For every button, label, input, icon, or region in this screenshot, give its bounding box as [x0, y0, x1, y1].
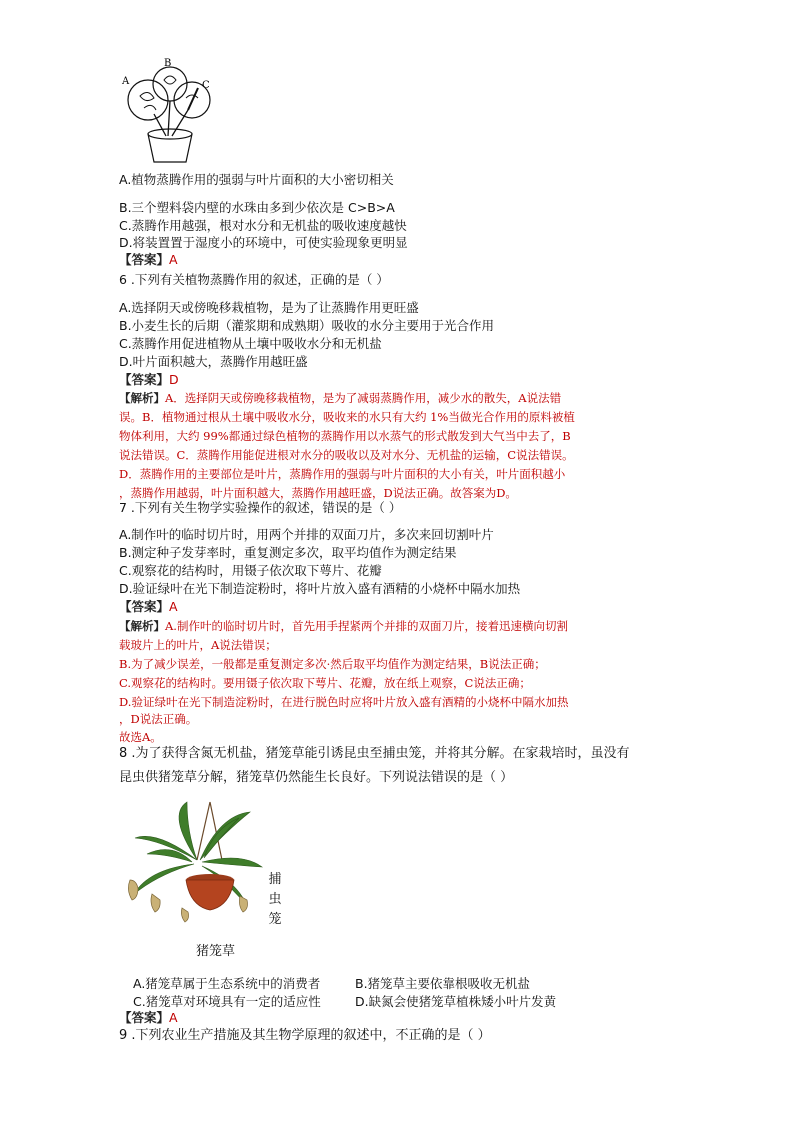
q8-option-d: D.缺氮会使猪笼草植株矮小叶片发黄 [355, 994, 557, 1009]
q5-option-c: C.蒸腾作用越强，根对水分和无机盐的吸收速度越快 [119, 218, 407, 233]
figure-label-a: A [122, 76, 130, 87]
answer-label: 【答案】 [119, 252, 170, 267]
answer-value: A [169, 252, 178, 267]
figure-label-b: B [164, 58, 172, 69]
q6-option-b: B.小麦生长的后期（灌浆期和成熟期）吸收的水分主要用于光合作用 [119, 318, 495, 333]
label-char: 虫 [268, 892, 282, 907]
answer-value: A [169, 599, 178, 614]
q7-analysis-line-7: 故选A。 [119, 730, 162, 744]
q7-option-b: B.测定种子发芽率时，重复测定多次，取平均值作为测定结果 [119, 545, 457, 560]
q5-option-d: D.将装置置于湿度小的环境中，可使实验现象更明显 [119, 235, 408, 250]
q6-analysis-line-4: 说法错误。C．蒸腾作用能促进根对水分的吸收以及对水分、无机盐的运输，C说法错误。 [119, 448, 574, 462]
q8-stem-line-1: 8 .为了获得含氮无机盐，猪笼草能引诱昆虫至捕虫笼，并将其分解。在家栽培时，虽没有 [119, 746, 630, 761]
q7-option-c: C.观察花的结构时，用镊子依次取下萼片、花瓣 [119, 563, 382, 578]
q5-option-a: A.植物蒸腾作用的强弱与叶片面积的大小密切相关 [119, 172, 394, 187]
q7-answer [119, 599, 178, 615]
q8-option-a: A.猪笼草属于生态系统中的消费者 [133, 976, 321, 991]
q5-answer [119, 252, 178, 268]
q6-option-a: A.选择阴天或傍晚移栽植物，是为了让蒸腾作用更旺盛 [119, 300, 419, 315]
q7-analysis-line-3: B.为了减少误差，一般都是重复测定多次·然后取平均值作为测定结果，B说法正确； [119, 657, 546, 671]
q6-analysis-line-6: ，蒸腾作用越弱，叶片面积越大，蒸腾作用越旺盛，D说法正确。故答案为D。 [119, 486, 517, 500]
q8-options-row-1 [133, 974, 530, 992]
q8-option-b: B.猪笼草主要依靠根吸收无机盐 [355, 976, 531, 991]
analysis-label: 【解析】 [119, 391, 165, 405]
q6-analysis-line-1 [119, 389, 679, 408]
q7-option-a: A.制作叶的临时切片时，用两个并排的双面刀片，多次来回切割叶片 [119, 527, 494, 542]
answer-value: A [169, 1010, 178, 1025]
q7-analysis-line-1 [119, 617, 679, 636]
figure-label-c: C [202, 80, 210, 91]
q8-answer [119, 1010, 178, 1026]
q6-analysis-line-3: 物体利用，大约 99%都通过绿色植物的蒸腾作用以水蒸气的形式散发到大气当中去了，B [119, 429, 571, 443]
q5-option-b: B.三个塑料袋内壁的水珠由多到少依次是 C>B>A [119, 200, 395, 215]
q6-analysis-line-2: 误。B．植物通过根从土壤中吸收水分，吸收来的水只有大约 1%当做光合作用的原料被植 [119, 410, 575, 424]
q6-option-c: C.蒸腾作用促进植物从土壤中吸收水分和无机盐 [119, 336, 382, 351]
q8-stem-line-2: 昆虫供猪笼草分解，猪笼草仍然能生长良好。下列说法错误的是（ ） [119, 770, 514, 785]
q7-analysis-line-4: C.观察花的结构时。要用镊子依次取下萼片、花瓣，放在纸上观察，C说法正确； [119, 676, 531, 690]
answer-label: 【答案】 [119, 372, 170, 387]
analysis-label: 【解析】 [119, 619, 165, 633]
pitcher-plant-figure [122, 800, 272, 940]
q7-stem: 7 .下列有关生物学实验操作的叙述，错误的是（ ） [119, 500, 402, 515]
q7-analysis-line-5: D.验证绿叶在光下制造淀粉时，在进行脱色时应将叶片放入盛有酒精的小烧杯中隔水加热 [119, 695, 569, 709]
answer-value: D [169, 372, 179, 387]
figure-caption: 猪笼草 [196, 944, 236, 959]
q6-option-d: D.叶片面积越大，蒸腾作用越旺盛 [119, 354, 308, 369]
q6-answer [119, 372, 179, 388]
figure-label-pitcher [268, 870, 282, 930]
plant-bag-experiment-figure [118, 58, 218, 168]
q8-options-row-2 [133, 992, 556, 1010]
label-char: 捕 [268, 872, 282, 887]
answer-label: 【答案】 [119, 1010, 170, 1025]
analysis-text: A.制作叶的临时切片时，首先用手捏紧两个并排的双面刀片，接着迅速横向切割 [165, 619, 568, 633]
q7-analysis-line-6: ，D说法正确。 [119, 712, 198, 726]
q6-stem: 6 .下列有关植物蒸腾作用的叙述，正确的是（ ） [119, 272, 389, 287]
answer-label: 【答案】 [119, 599, 170, 614]
q7-analysis-line-2: 载玻片上的叶片，A说法错误； [119, 638, 277, 652]
analysis-text: A．选择阴天或傍晚移栽植物，是为了减弱蒸腾作用，减少水的散失，A说法错 [165, 391, 562, 405]
label-char: 笼 [268, 912, 282, 927]
q8-option-c: C.猪笼草对环境具有一定的适应性 [133, 994, 321, 1009]
q7-option-d: D.验证绿叶在光下制造淀粉时，将叶片放入盛有酒精的小烧杯中隔水加热 [119, 581, 521, 596]
q6-analysis-line-5: D．蒸腾作用的主要部位是叶片，蒸腾作用的强弱与叶片面积的大小有关，叶片面积越小 [119, 467, 566, 481]
bag-a [128, 80, 168, 120]
q9-stem: 9 .下列农业生产措施及其生物学原理的叙述中，不正确的是（ ） [119, 1028, 491, 1043]
